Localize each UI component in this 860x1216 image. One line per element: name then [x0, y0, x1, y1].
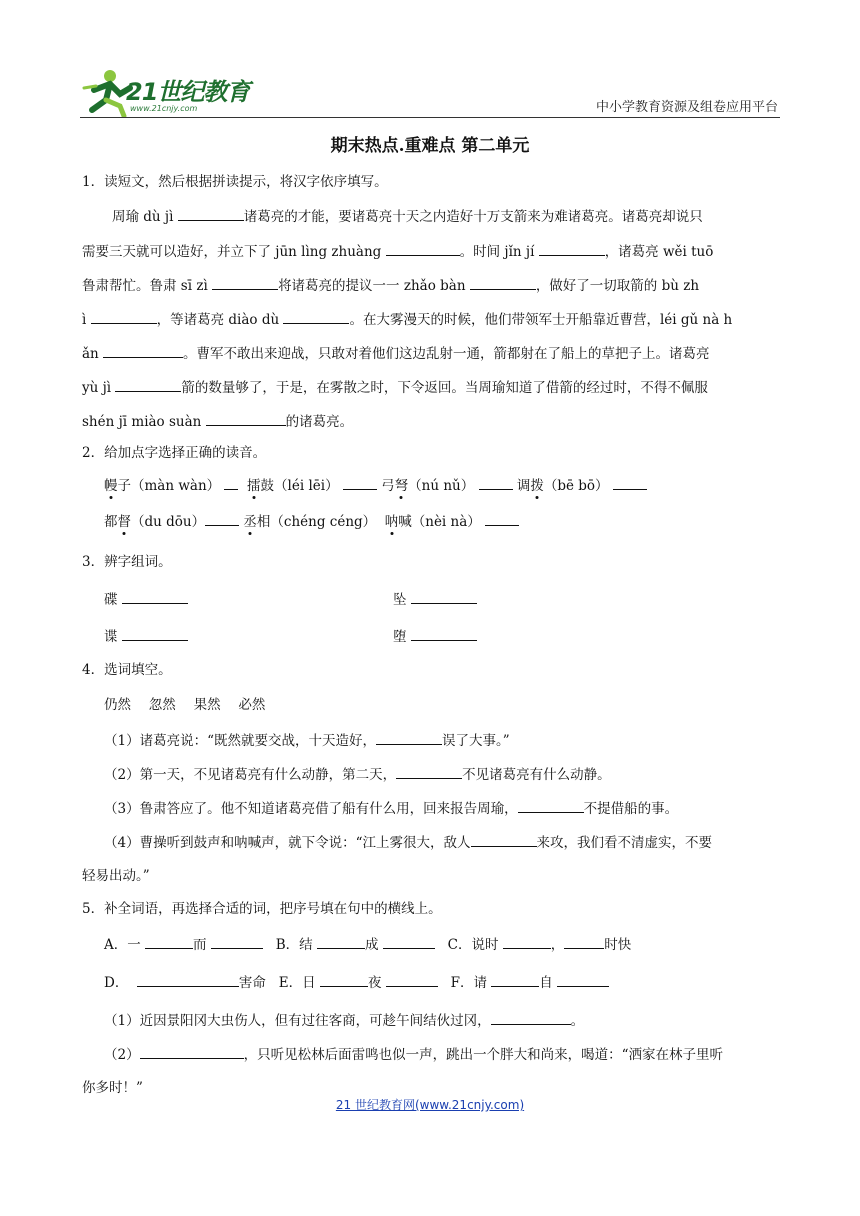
q3-item: 坠 [393, 589, 477, 610]
q5-sentence-1: （1）近因景阳冈大虫伤人，但有过往客商，可趁午间结伙过冈， 。 [104, 1010, 584, 1031]
answer-blank[interactable] [376, 730, 442, 745]
q1-stem: 1．读短文，然后根据拼读提示，将汉字依序填写。 [82, 174, 388, 190]
answer-blank[interactable] [211, 934, 263, 949]
answer-blank[interactable] [491, 1010, 571, 1025]
logo-url: www.21cnjy.com [130, 104, 198, 113]
q3-item: 谍 [104, 626, 188, 647]
q1-line-5: ǎn 。曹军不敢出来迎战，只敢对着他们这边乱射一通，箭都射在了船上的草把子上。诸葛亮 [82, 343, 710, 364]
answer-blank[interactable] [91, 309, 157, 324]
answer-blank[interactable] [317, 934, 365, 949]
platform-name: 中小学教育资源及组卷应用平台 [595, 100, 778, 115]
q4-sentence-3: （3）鲁肃答应了。他不知道诸葛亮借了船有什么用，回来报告周瑜， 不提借船的事。 [104, 798, 678, 819]
answer-blank[interactable] [491, 972, 539, 987]
q4-stem: 4．选词填空。 [82, 662, 172, 678]
q1-line-1: 周瑜 dù jì 诸葛亮的才能，要诸葛亮十天之内造好十万支箭来为难诸葛亮。诸葛亮却说只 [112, 206, 703, 227]
answer-blank[interactable] [212, 275, 278, 290]
answer-blank[interactable] [122, 626, 188, 641]
q1-line-6: yù jì 箭的数量够了，于是，在雾散之时，下令返回。当周瑜知道了借箭的经过时，不得不佩服 [82, 377, 708, 398]
header-divider [80, 117, 780, 118]
answer-blank[interactable] [205, 511, 239, 526]
q4-sentence-2: （2）第一天，不见诸葛亮有什么动静，第二天， 不见诸葛亮有什么动静。 [104, 764, 611, 785]
answer-blank[interactable] [485, 511, 519, 526]
answer-blank[interactable] [343, 475, 377, 490]
answer-blank[interactable] [140, 1044, 244, 1059]
q2-row-1: 幔子（màn wàn） 擂鼓（léi lēi） 弓弩（nú nǔ） 调拨（bē bō） [104, 475, 647, 496]
q2-stem: 2．给加点字选择正确的读音。 [82, 445, 267, 461]
answer-blank[interactable] [115, 377, 181, 392]
answer-blank[interactable] [224, 475, 238, 490]
answer-blank[interactable] [137, 972, 239, 987]
q1-line-4: ì ，等诸葛亮 diào dù 。在大雾漫天的时候，他们带领军士开船靠近曹营，léi gǔ nà h [82, 309, 732, 330]
answer-blank[interactable] [320, 972, 368, 987]
q4-word-bank: 仍然 忽然 果然 必然 [104, 697, 266, 713]
answer-blank[interactable] [479, 475, 513, 490]
q4-sentence-4: （4）曹操听到鼓声和呐喊声，就下令说：“江上雾很大，敌人 来攻，我们看不清虚实，不要 [104, 832, 712, 853]
q3-stem: 3．辨字组词。 [82, 554, 172, 570]
logo-text: 21世纪教育 [126, 78, 250, 106]
answer-blank[interactable] [386, 241, 460, 256]
answer-blank[interactable] [178, 206, 244, 221]
answer-blank[interactable] [503, 934, 551, 949]
q5-options-row-1: A．一 而 B．结 成 C．说时 ， 时快 [104, 934, 631, 955]
q5-options-row-2: D． 害命 E．日 夜 F．请 自 [104, 972, 609, 993]
answer-blank[interactable] [103, 343, 183, 358]
answer-blank[interactable] [539, 241, 605, 256]
q1-line-3: 鲁肃帮忙。鲁肃 sī zì 将诸葛亮的提议一一 zhǎo bàn ，做好了一切取箭的 bù zh [82, 275, 699, 296]
answer-blank[interactable] [383, 934, 435, 949]
answer-blank[interactable] [122, 589, 188, 604]
answer-blank[interactable] [613, 475, 647, 490]
q5-sentence-2: （2） ，只听见松林后面雷鸣也似一声，跳出一个胖大和尚来，喝道：“洒家在林子里听 [104, 1044, 723, 1065]
answer-blank[interactable] [564, 934, 604, 949]
q1-line-7: shén jī miào suàn 的诸葛亮。 [82, 411, 353, 432]
footer-link[interactable]: 21 世纪教育网(www.21cnjy.com) [335, 1098, 525, 1112]
answer-blank[interactable] [145, 934, 193, 949]
q5-sentence-2-cont: 你多时！” [82, 1080, 143, 1096]
page-title: 期末热点.重难点 第二单元 [330, 136, 530, 156]
answer-blank[interactable] [386, 972, 438, 987]
q2-row-2: 都督（du dōu） 丞相（chéng céng） 呐喊（nèi nà） [104, 511, 519, 532]
q3-item: 堕 [393, 626, 477, 647]
answer-blank[interactable] [470, 275, 536, 290]
answer-blank[interactable] [411, 626, 477, 641]
answer-blank[interactable] [471, 832, 537, 847]
answer-blank[interactable] [396, 764, 462, 779]
q3-item: 碟 [104, 589, 188, 610]
q4-sentence-4-cont: 轻易出动。” [82, 868, 150, 884]
answer-blank[interactable] [411, 589, 477, 604]
answer-blank[interactable] [283, 309, 349, 324]
answer-blank[interactable] [206, 411, 286, 426]
answer-blank[interactable] [518, 798, 584, 813]
q4-sentence-1: （1）诸葛亮说：“既然就要交战，十天造好， 误了大事。” [104, 730, 510, 751]
q1-line-2: 需要三天就可以造好，并立下了 jūn lìng zhuàng 。时间 jǐn jí ，诸葛亮 wěi tuō [82, 241, 713, 262]
answer-blank[interactable] [557, 972, 609, 987]
q5-stem: 5．补全词语，再选择合适的词，把序号填在句中的横线上。 [82, 901, 442, 917]
